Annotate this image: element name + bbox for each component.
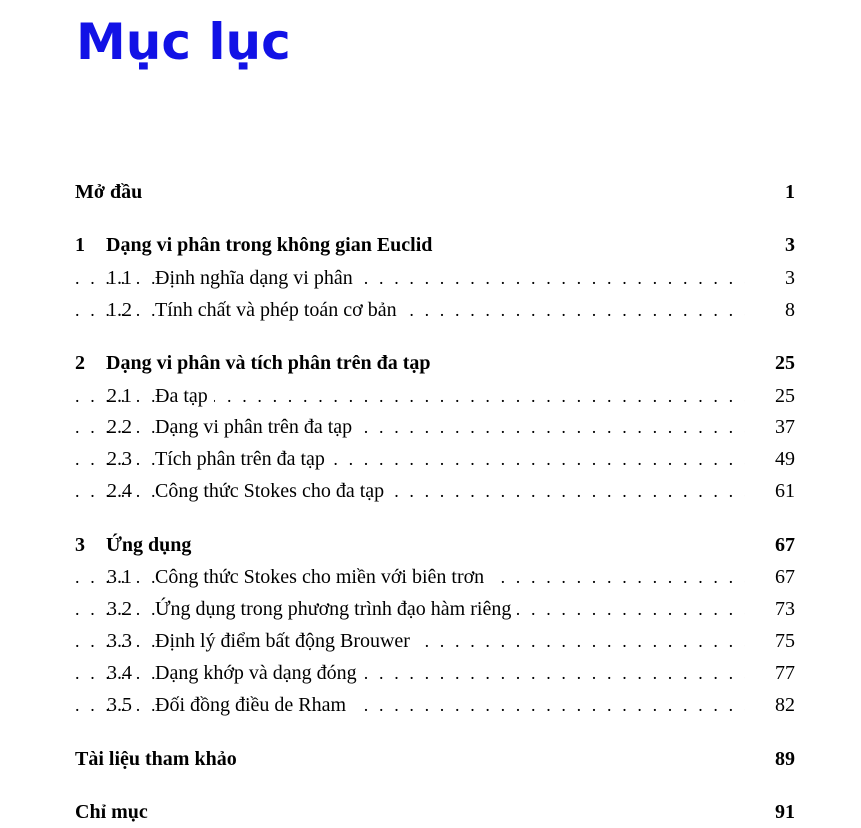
toc-entry-page: 73 [775, 595, 795, 623]
toc-section-2-1[interactable] [75, 382, 795, 410]
toc-entry-number: 1.2 [107, 299, 132, 321]
toc-section-3-3[interactable] [75, 627, 795, 655]
toc-entry-number: 3.1 [107, 566, 132, 588]
toc-section-2-2[interactable] [75, 413, 795, 441]
toc-entry-page: 8 [785, 296, 795, 324]
toc-entry-title: Chỉ mục [75, 798, 154, 826]
toc-entry-number: 2 [75, 352, 85, 374]
toc-section-3-1[interactable] [75, 563, 795, 591]
toc-entry-number: 3.2 [107, 598, 132, 620]
toc-entry-page: 3 [785, 264, 795, 292]
toc-section-1-1[interactable] [75, 264, 795, 292]
toc-entry-index[interactable] [75, 798, 795, 826]
toc-entry-number: 3.4 [107, 662, 132, 684]
toc-entry-references[interactable] [75, 745, 795, 773]
toc-entry-number: 2.2 [107, 416, 132, 438]
toc-chapter-1[interactable] [75, 231, 795, 259]
toc-section-2-3[interactable] [75, 445, 795, 473]
toc-entry-title: Công thức Stokes cho đa tạp [155, 477, 390, 505]
toc-entry-page: 67 [775, 563, 795, 591]
toc-section-3-4[interactable] [75, 659, 795, 687]
toc-entry-page: 49 [775, 445, 795, 473]
toc-entry-mo-dau[interactable] [75, 178, 795, 206]
toc-entry-title: Tính chất và phép toán cơ bản [155, 296, 403, 324]
toc-entry-title: Định lý điểm bất động Brouwer [155, 627, 416, 655]
toc-entry-title: Định nghĩa dạng vi phân [155, 264, 359, 292]
toc-entry-title: Tài liệu tham khảo [75, 745, 243, 773]
toc-entry-title: Công thức Stokes cho miền với biên trơn [155, 563, 490, 591]
toc-entry-title: Dạng khớp và dạng đóng [155, 659, 363, 687]
toc-entry-number: 2.4 [107, 480, 132, 502]
toc-entry-page: 25 [775, 382, 795, 410]
toc-entry-title: Ứng dụng [106, 531, 197, 559]
toc-entry-page: 61 [775, 477, 795, 505]
toc-entry-number: 2.1 [107, 385, 132, 407]
toc-entry-title: Dạng vi phân và tích phân trên đa tạp [106, 349, 437, 377]
toc-entry-page: 1 [785, 178, 795, 206]
toc-section-3-2[interactable] [75, 595, 795, 623]
toc-entry-page: 37 [775, 413, 795, 441]
toc-entry-title: Dạng vi phân trên đa tạp [155, 413, 358, 441]
toc-section-1-2[interactable] [75, 296, 795, 324]
toc-section-2-4[interactable] [75, 477, 795, 505]
toc-entry-number: 1.1 [107, 267, 132, 289]
toc-entry-title: Đa tạp [155, 382, 214, 410]
toc-entry-number: 3 [75, 534, 85, 556]
toc-entry-page: 89 [775, 745, 795, 773]
toc-chapter-2[interactable] [75, 349, 795, 377]
toc-entry-page: 3 [785, 231, 795, 259]
toc-entry-title: Tích phân trên đa tạp [155, 445, 331, 473]
page-title: Mục lục [76, 13, 291, 71]
toc-entry-number: 2.3 [107, 448, 132, 470]
toc-entry-number: 3.5 [107, 694, 132, 716]
toc-entry-page: 67 [775, 531, 795, 559]
toc-entry-page: 25 [775, 349, 795, 377]
toc-entry-page: 77 [775, 659, 795, 687]
toc-entry-title: Ứng dụng trong phương trình đạo hàm riêng [155, 595, 517, 623]
toc-section-3-5[interactable] [75, 691, 795, 719]
toc-entry-number: 1 [75, 234, 85, 256]
toc-entry-page: 82 [775, 691, 795, 719]
toc-entry-page: 91 [775, 798, 795, 826]
toc-chapter-3[interactable] [75, 531, 795, 559]
toc-entry-title: Mở đầu [75, 178, 148, 206]
toc-entry-title: Đối đồng điều de Rham [155, 691, 352, 719]
toc-entry-title: Dạng vi phân trong không gian Euclid [106, 231, 438, 259]
toc-entry-number: 3.3 [107, 630, 132, 652]
toc-entry-page: 75 [775, 627, 795, 655]
